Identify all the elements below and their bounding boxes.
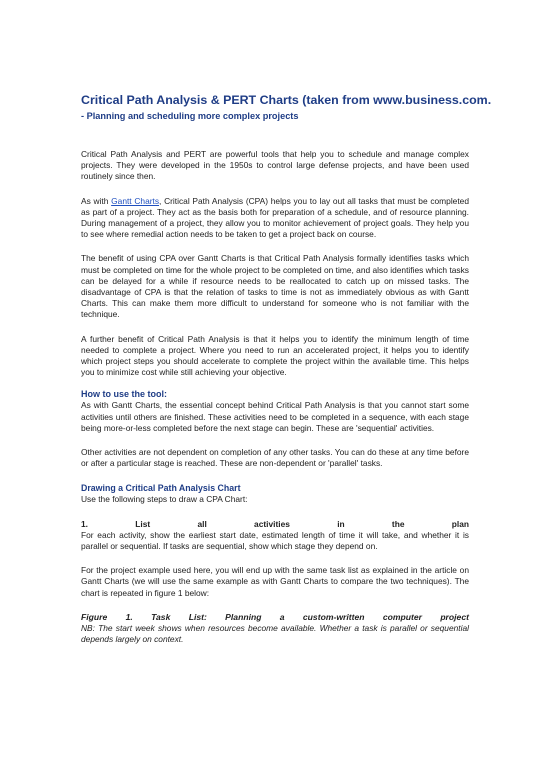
paragraph-example: For the project example used here, you will end up with the same task list as explained in the article on Gantt Charts (we will use the same example as with Gantt Charts to compare the two techniques). The chart is repeated in figure 1 below: [81, 565, 469, 598]
figure-1-caption [81, 612, 469, 623]
document-title: Critical Path Analysis & PERT Charts (taken from www.business.com. [81, 93, 492, 107]
step-1-word: in [337, 518, 345, 529]
paragraph-step-1: For each activity, show the earliest start date, estimated length of time it will take, and whether it is parallel or sequential. If tasks are sequential, show which stage they depend on. [81, 529, 469, 552]
figure-caption-word: List: [188, 611, 207, 622]
figure-caption-word: project [440, 611, 469, 622]
figure-caption-word: Figure [81, 611, 108, 622]
figure-1-note: NB: The start week shows when resources become available. Whether a task is parallel or sequential depends largely on context. [81, 623, 469, 645]
figure-caption-word: a [279, 611, 285, 622]
document-body [81, 93, 492, 646]
paragraph-intro: Critical Path Analysis and PERT are powerful tools that help you to schedule and manage complex projects. They were developed in the 1950s to control large defense projects, and have been used routinely since then. [81, 149, 469, 182]
step-1-word: all [197, 518, 207, 529]
figure-caption-word: custom-written [302, 611, 365, 622]
step-1-word: activities [254, 518, 290, 529]
paragraph-gantt [81, 196, 469, 241]
step-1-word: the [391, 518, 405, 529]
paragraph-steps-intro: Use the following steps to draw a CPA Chart: [81, 494, 248, 505]
paragraph-further-benefit: A further benefit of Critical Path Analysis is that it helps you to identify the minimum length of time needed to complete a project. Where you need to run an accelerated project, it helps you to identify which project steps you should accelerate to complete the project within the available time. This helps you to minimize cost while still achieving your objective. [81, 333, 469, 378]
heading-drawing-chart: Drawing a Critical Path Analysis Chart [81, 483, 241, 494]
figure-caption-word: Planning [225, 611, 262, 622]
heading-how-to-use: How to use the tool: [81, 389, 167, 400]
paragraph-benefit: The benefit of using CPA over Gantt Charts is that Critical Path Analysis formally identifies tasks which must be completed on time for the whole project to be completed on time, and also identifies which tasks can be delayed for a while if resource needs to be reallocated to catch up on missed tasks. The disadvantage of CPA is that the relation of tasks to time is not as immediately obvious as with Gantt Charts. This can make them more difficult to understand for someone who is not familiar with the technique. [81, 253, 469, 320]
figure-caption-word: computer [382, 611, 422, 622]
paragraph-sequential: As with Gantt Charts, the essential concept behind Critical Path Analysis is that you cannot start some activities until others are finished. These activities need to be completed in a sequence, with each stage being more-or-less completed before the next stage can begin. These are 'sequential' activities. [81, 400, 469, 433]
step-1-word: List [135, 518, 151, 529]
step-1-heading [81, 519, 469, 530]
paragraph-gantt-rest: , Critical Path Analysis (CPA) helps you to lay out all tasks that must be completed as part of a project. They act as the basis both for preparation of a schedule, and of resource planning. During management of a project, they allow you to monitor achievement of project goals. They help you to see where remedial action needs to be taken to get a project back on course. [81, 195, 469, 240]
paragraph-parallel: Other activities are not dependent on completion of any other tasks. You can do these at any time before or after a particular stage is reached. These are non-dependent or 'parallel' tasks. [81, 447, 469, 469]
document-subtitle: - Planning and scheduling more complex projects [81, 111, 299, 121]
step-1-word: 1. [81, 518, 88, 529]
figure-caption-word: 1. [125, 611, 133, 622]
gantt-charts-link[interactable]: Gantt Charts [111, 195, 160, 206]
step-1-word: plan [451, 518, 469, 529]
paragraph-gantt-lead: As with [81, 195, 112, 206]
figure-caption-word: Task [151, 611, 171, 622]
